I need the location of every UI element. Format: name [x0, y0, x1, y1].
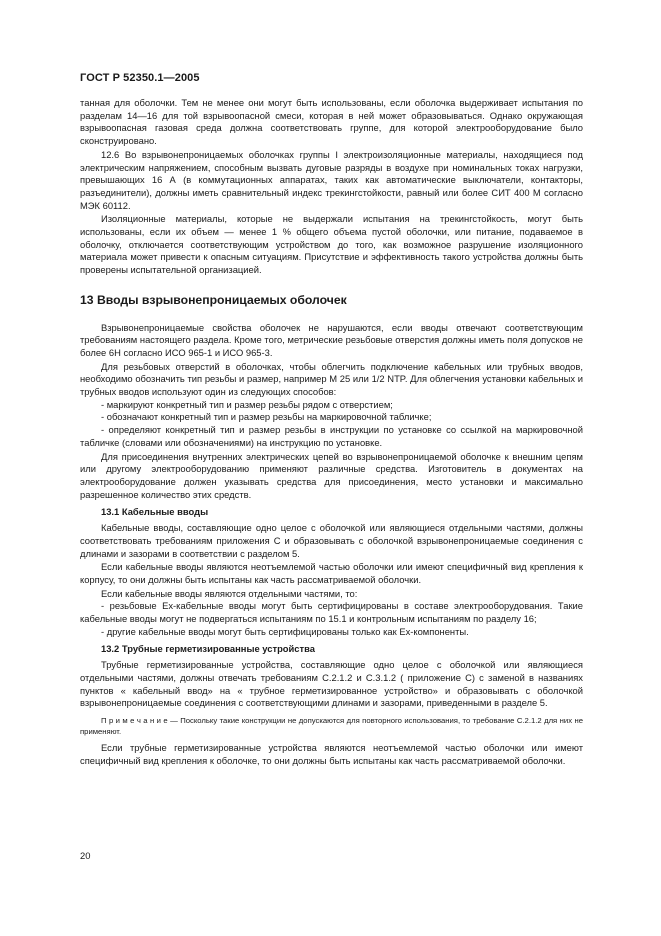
list-item: - маркируют конкретный тип и размер резьбы рядом с отверстием;	[101, 398, 393, 410]
page-number: 20	[80, 850, 91, 861]
clause-12-6: 12.6 Во взрывонепроницаемых оболочках группы I электроизоляционные материалы, находящиеся под электрическим напряжением, способным вызвать дуговые разряды в воздухе при номинальных токах нагрузки, превышающих 16 А (в коммутационных аппаратах, таких как автоматические выключатели, контакторы, разъединители), должны иметь сравнительный индекс трекингстойкости, равный или более СИТ 400 М согласно МЭК 60112.	[80, 148, 583, 211]
standard-header: ГОСТ Р 52350.1—2005	[80, 72, 200, 84]
list-item: - определяют конкретный тип и размер резьбы в инструкции по установке со ссылкой на маркировочной табличке (словами или обозначениями) на инструкцию по установке.	[80, 424, 583, 448]
paragraph: Для резьбовых отверстий в оболочках, чтобы облегчить подключение кабельных или трубных вводов, необходимо обозначить тип резьбы и размер, например М 25 или 1/2 NTP. Для облегчения установки кабельных и трубных вводов используют один из следующих способов:	[80, 360, 583, 398]
list-item: - другие кабельные вводы могут быть сертифицированы только как Ех-компоненты.	[101, 625, 469, 637]
section-13-heading: 13 Вводы взрывонепроницаемых оболочек	[80, 292, 347, 307]
paragraph: Если кабельные вводы являются отдельными частями, то:	[101, 587, 358, 599]
paragraph: Для присоединения внутренних электрических цепей во взрывонепроницаемой оболочке к внешним цепям или другому электрооборудованию применяют различные средства. Изготовитель в документах на электрооборудование должен указывать средства для присоединения, место установки и максимально разрешенное количество этих средств.	[80, 450, 583, 500]
paragraph: Если трубные герметизированные устройства являются неотъемлемой частью оболочки или имеют специфичный вид крепления к оболочке, то они должны быть испытаны как часть рассматриваемой оболочки.	[80, 741, 583, 766]
paragraph: Кабельные вводы, составляющие одно целое с оболочкой или являющиеся отдельными частями, должны соответствовать требованиям приложения С и образовывать с оболочкой взрывонепроницаемые соединения с длинами и зазорами в соответствии с разделом 5.	[80, 522, 583, 559]
note: П р и м е ч а н и е — Поскольку такие конструкции не допускаются для повторного использования, то требование С.2.1.2 для них не применяют.	[80, 715, 583, 736]
paragraph: Изоляционные материалы, которые не выдержали испытания на трекингстойкость, могут быть использованы, если их объем — менее 1 % общего объема пустой оболочки, или питание, подаваемое в оболочку, отключается соответствующим устройством до того, как возможное разрушение изоляционного материала может привести к опасным ситуациям. Присутствие и эффективность такого устройства должны быть проверены испытательной организацией.	[80, 213, 583, 276]
section-13-2-heading: 13.2 Трубные герметизированные устройства	[101, 643, 315, 655]
paragraph: Трубные герметизированные устройства, составляющие одно целое с оболочкой или являющиеся отдельными частями, должны отвечать требованиям С.2.1.2 и С.3.1.2 ( приложение С) с заменой в названиях пунктов « кабельный ввод» на « трубное герметизированное устройство» и образовывать с оболочкой взрывонепроницаемые соединения с соответствующими длинами и зазорами, приведенными в разделе 5.	[80, 659, 583, 709]
list-item: - обозначают конкретный тип и размер резьбы на маркировочной табличке;	[101, 411, 432, 423]
paragraph: Взрывонепроницаемые свойства оболочек не нарушаются, если вводы отвечают соответствующим требованиям настоящего раздела. Кроме того, метрические резьбовые отверстия должны иметь поля допусков не более 6Н согласно ИСО 965-1 и ИСО 965-3.	[80, 321, 583, 358]
paragraph: Если кабельные вводы являются неотъемлемой частью оболочки или имеют специфичный вид крепления к корпусу, то они должны быть испытаны как часть рассматриваемой оболочки.	[80, 561, 583, 585]
page-body	[80, 97, 583, 767]
paragraph: танная для оболочки. Тем не менее они могут быть использованы, если оболочка выдерживает испытания по разделам 14—16 для той взрывоопасной смеси, которая в ней может образовываться. Однако окружающая взрывоопасная газовая среда должна соответствовать группе, для которой электрооборудование было сконструировано.	[80, 97, 583, 147]
section-13-1-heading: 13.1 Кабельные вводы	[101, 506, 209, 518]
list-item: - резьбовые Ех-кабельные вводы могут быть сертифицированы в составе электрооборудования. Такие кабельные вводы могут не подвергаться испытаниям по 15.1 и контрольным испытаниям по разделу 16;	[80, 600, 583, 625]
